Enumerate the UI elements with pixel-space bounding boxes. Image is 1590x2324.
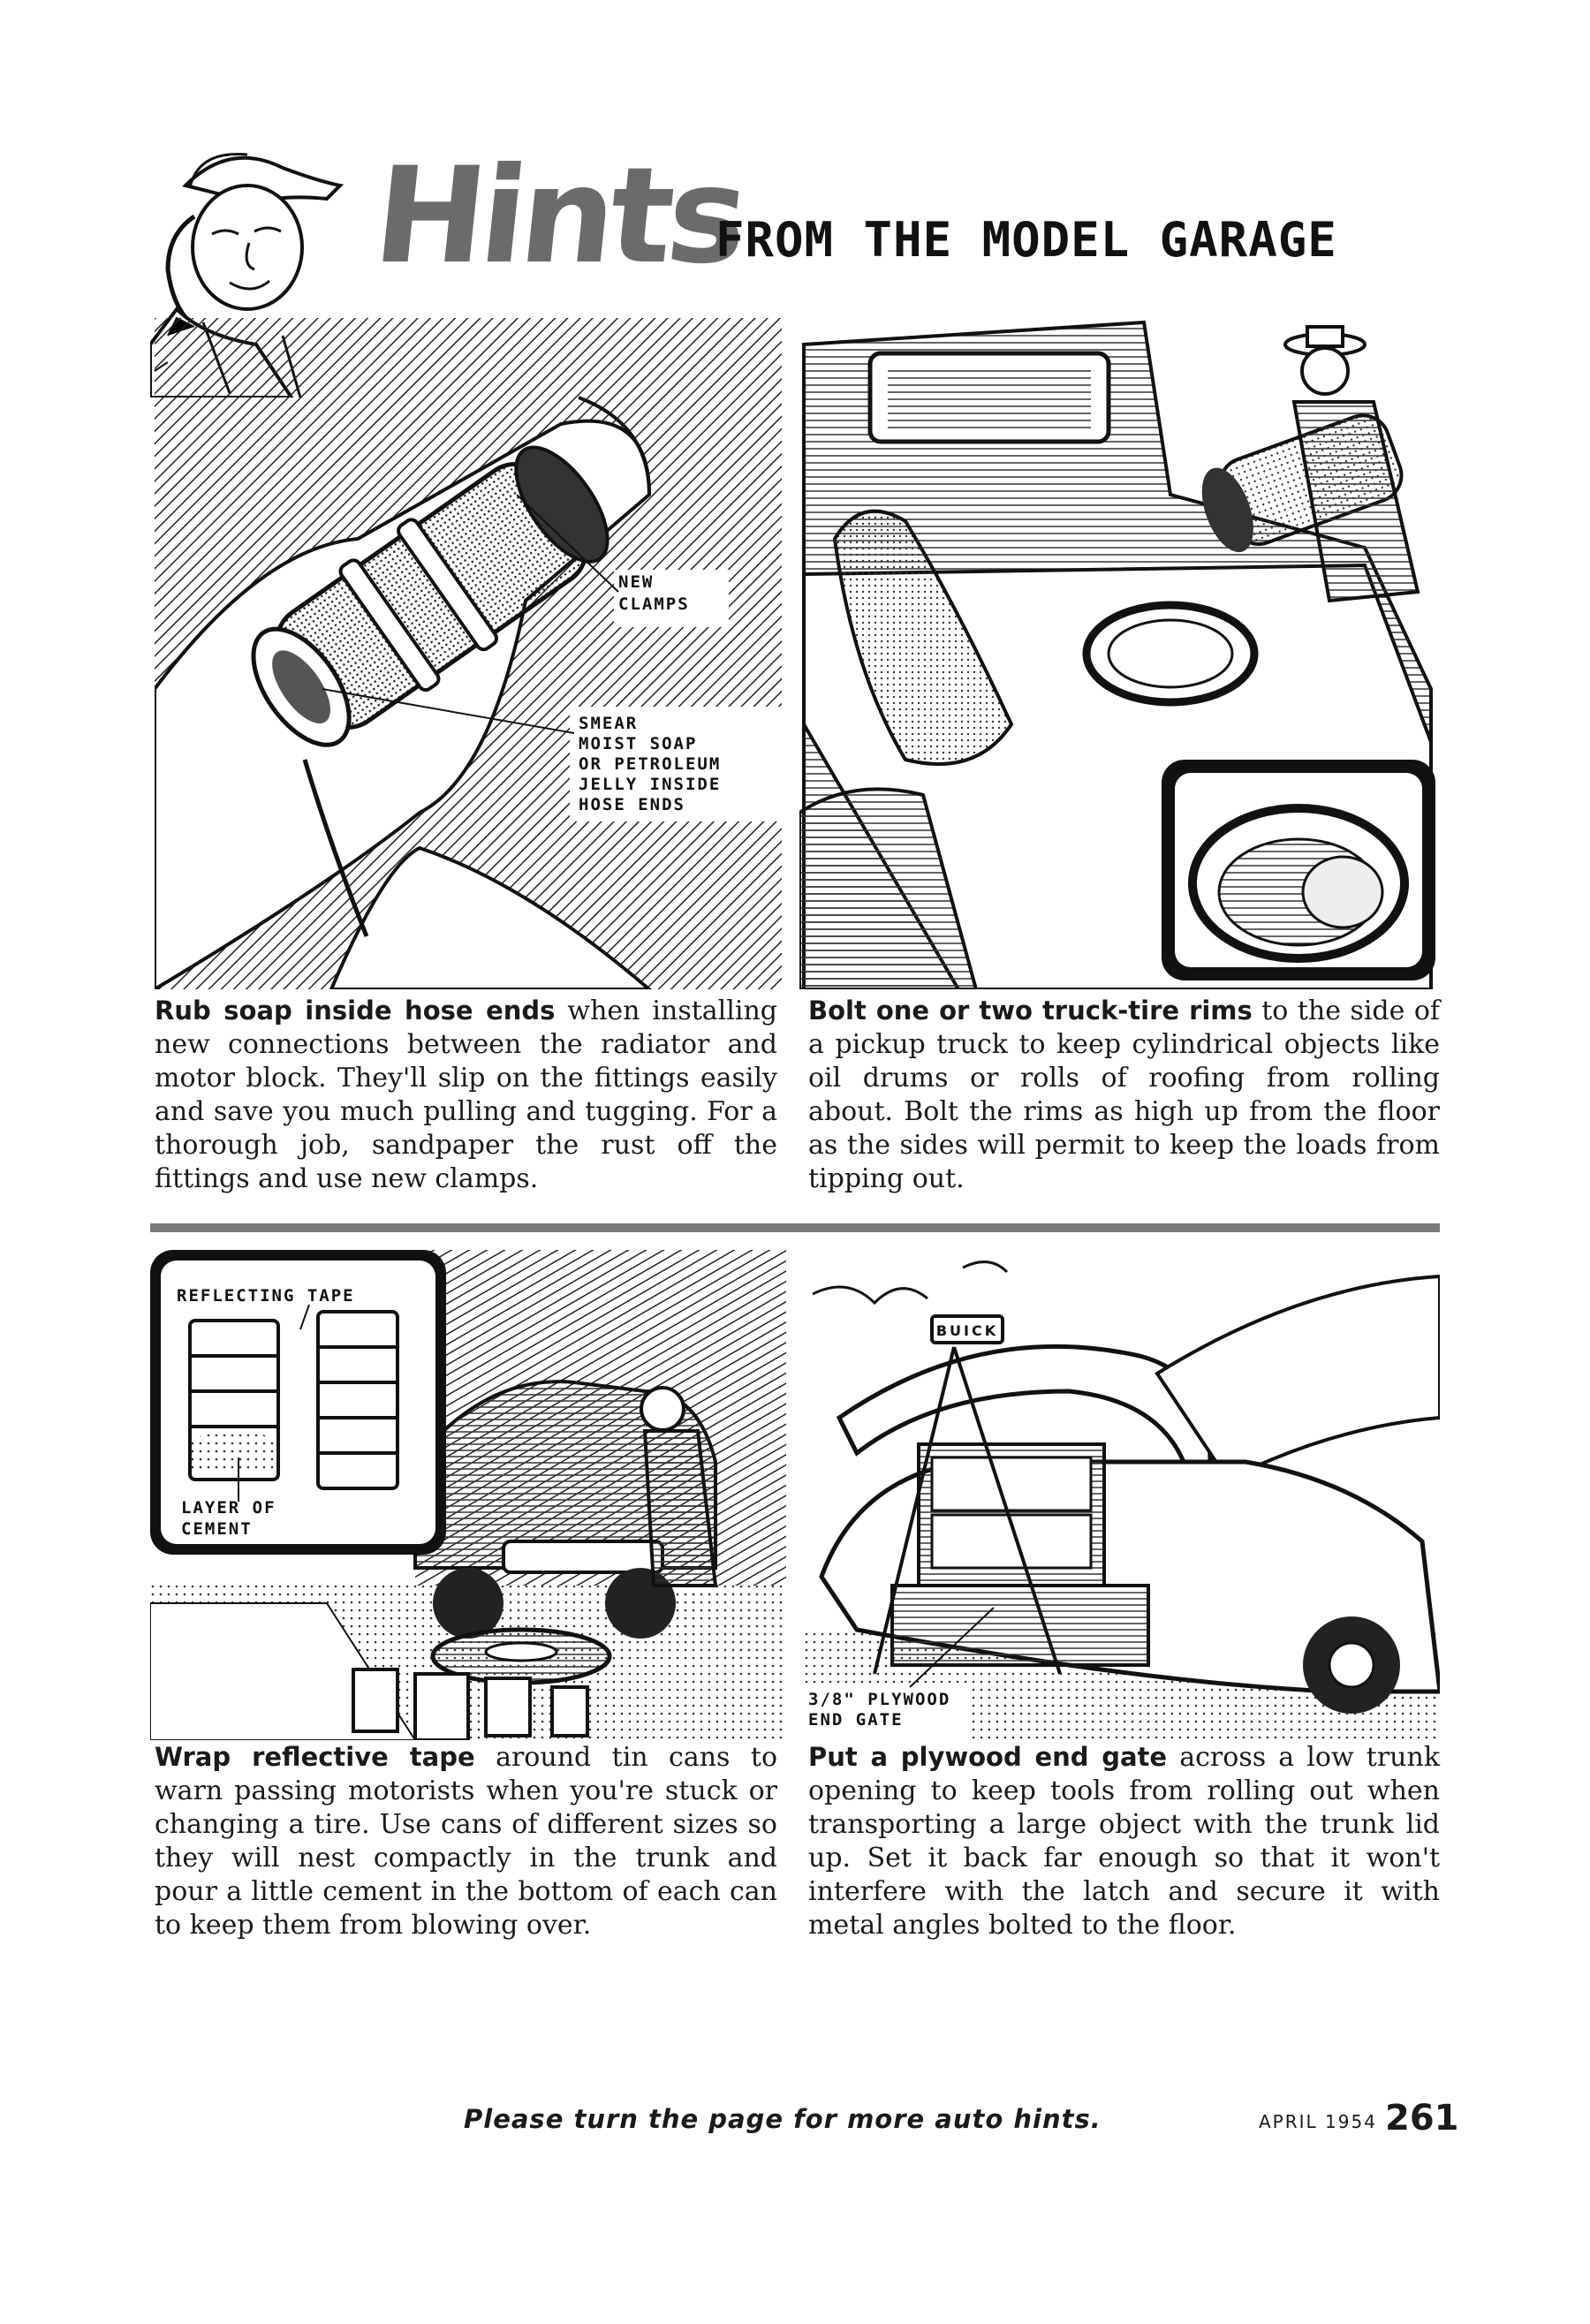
truck-rims-illustration: [799, 318, 1440, 989]
label-hose-ends: HOSE ENDS: [579, 795, 685, 814]
label-or-petroleum: OR PETROLEUM: [579, 754, 722, 774]
caption-plywood-body: across a low trunk opening to keep tools from rolling out when transporting a large object with the trunk lid up. Set it back far enough so that it won't interfere with the latch and secure it with metal angles bolted to the floor.: [808, 1742, 1440, 1941]
caption-hose-lead: Rub soap inside hose ends: [155, 995, 556, 1026]
magazine-page: [150, 132, 1459, 2139]
reflective-cans-illustration: [150, 1250, 786, 1740]
header-title: FROM THE MODEL GARAGE: [716, 212, 1337, 268]
label-smear: SMEAR: [579, 714, 639, 733]
hints-logo: Hints: [367, 140, 750, 293]
label-reflecting-tape: REFLECTING TAPE: [177, 1286, 355, 1306]
caption-reflective-body: around tin cans to warn passing motorists when you're stuck or changing a tire. Use cans of different sizes so they will nest compactly in the trunk and pour a little cement in the bottom of each can to keep them from blowing over.: [155, 1742, 778, 1941]
label-layer-of: LAYER OF: [181, 1498, 276, 1518]
page-number: 261: [1385, 2098, 1459, 2139]
label-cement: CEMENT: [181, 1519, 253, 1539]
label-clamps: CLAMPS: [618, 594, 690, 614]
section-divider: [150, 1223, 1440, 1232]
buick-emblem-text: BUICK: [935, 1322, 999, 1339]
caption-reflective-lead: Wrap reflective tape: [155, 1742, 475, 1772]
label-plywood: 3/8" PLYWOOD: [808, 1690, 951, 1709]
caption-hose-body: when installing new connections between the radiator and motor block. They'll slip on the fittings easily and save you much pulling and tugging. For a thorough job, sandpaper the rust off the fittings and use new clamps.: [155, 995, 777, 1194]
caption-plywood: [808, 1740, 1440, 1942]
plywood-gate-illustration: [804, 1250, 1440, 1740]
label-new: NEW: [618, 572, 655, 592]
caption-truck-rims-body: to the side of a pickup truck to keep cylindrical objects like oil drums or rolls of roofing from rolling about. Bolt the rims as high up from the floor as the sides will permit to keep the loads from tipping out.: [808, 995, 1440, 1194]
caption-reflective: [155, 1740, 777, 1942]
hose-illustration: [155, 318, 782, 989]
label-jelly-inside: JELLY INSIDE: [579, 775, 722, 794]
continuation-note: Please turn the page for more auto hints.: [464, 2104, 1102, 2134]
caption-hose: [155, 994, 777, 1196]
label-moist-soap: MOIST SOAP: [579, 734, 698, 753]
caption-truck-rims: [808, 994, 1440, 1196]
caption-truck-rims-lead: Bolt one or two truck-tire rims: [808, 995, 1253, 1026]
label-end-gate: END GATE: [808, 1710, 904, 1730]
caption-plywood-lead: Put a plywood end gate: [808, 1742, 1168, 1772]
issue-date: APRIL 1954: [1259, 2111, 1377, 2132]
